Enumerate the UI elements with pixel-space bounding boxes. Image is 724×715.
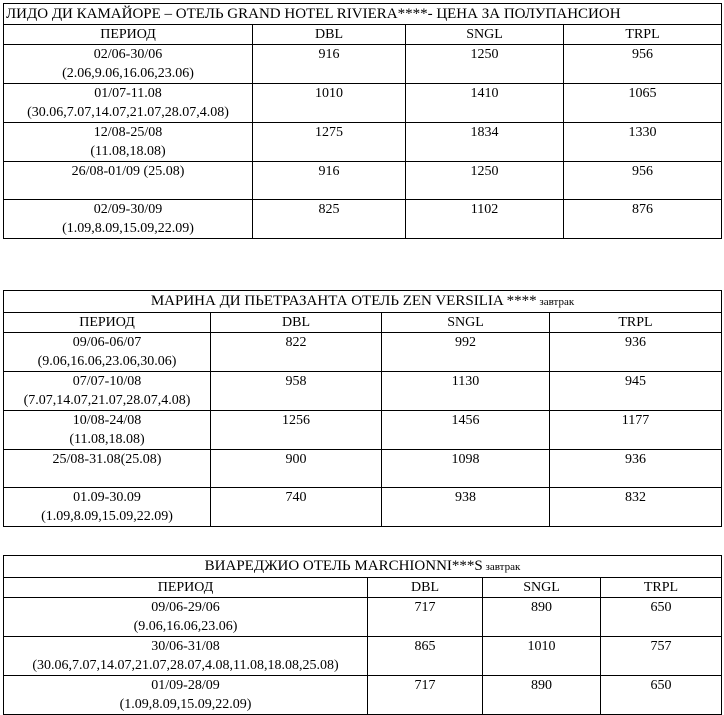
- table-row: [4, 411, 722, 450]
- period-cell: [4, 598, 368, 637]
- price-dbl: 916: [253, 162, 406, 200]
- header-row: [4, 25, 722, 45]
- period-range: 01/09-28/09: [151, 678, 220, 693]
- price-trpl: 956: [564, 45, 722, 84]
- period-cell: [4, 411, 211, 450]
- period-range: 12/08-25/08: [93, 125, 163, 140]
- period-cell: [4, 637, 368, 676]
- price-sngl: 1456: [382, 411, 550, 450]
- column-header-sngl: SNGL: [483, 578, 601, 598]
- price-dbl: 958: [211, 372, 382, 411]
- period-range: 09/06-29/06: [151, 600, 220, 615]
- price-sngl: 890: [483, 598, 601, 637]
- arrival-dates: (11.08,18.08): [90, 144, 166, 159]
- period-cell: [4, 200, 253, 239]
- period-cell: [4, 162, 253, 200]
- period-cell: [4, 372, 211, 411]
- price-trpl: 945: [550, 372, 722, 411]
- price-sngl: 890: [483, 676, 601, 715]
- price-sngl: 1250: [406, 45, 564, 84]
- arrival-dates: (30.06,7.07,14.07,21.07,28.07,4.08,11.08,18.08,25.08): [32, 658, 339, 673]
- table-row: [4, 372, 722, 411]
- price-trpl: 936: [550, 333, 722, 372]
- period-range: 26/08-01/09 (25.08): [71, 164, 185, 179]
- price-table-marchionni: [3, 555, 722, 715]
- price-sngl: 1098: [382, 450, 550, 488]
- period-range: 02/06-30/06: [93, 47, 163, 62]
- arrival-dates: (30.06,7.07,14.07,21.07,28.07,4.08): [27, 105, 229, 120]
- price-dbl: 717: [368, 676, 483, 715]
- table-row: [4, 84, 722, 123]
- price-trpl: 650: [601, 598, 722, 637]
- period-range: 02/09-30/09: [93, 202, 163, 217]
- column-header-период: ПЕРИОД: [4, 578, 368, 598]
- table-title-row: [4, 4, 722, 25]
- price-dbl: 900: [211, 450, 382, 488]
- price-trpl: 757: [601, 637, 722, 676]
- arrival-dates: (1.09,8.09,15.09,22.09): [41, 509, 173, 524]
- column-header-период: ПЕРИОД: [4, 25, 253, 45]
- arrival-dates: (2.06,9.06,16.06,23.06): [62, 66, 194, 81]
- column-header-dbl: DBL: [253, 25, 406, 45]
- price-dbl: 1256: [211, 411, 382, 450]
- price-table-grand-hotel-riviera: [3, 3, 722, 239]
- column-header-trpl: TRPL: [601, 578, 722, 598]
- column-header-период: ПЕРИОД: [4, 313, 211, 333]
- hotel-title: ЛИДО ДИ КАМАЙОРЕ – ОТЕЛЬ GRAND HOTEL RIVIERA****- ЦЕНА ЗА ПОЛУПАНСИОН: [6, 6, 621, 22]
- arrival-dates: (1.09,8.09,15.09,22.09): [119, 697, 252, 712]
- price-sngl: 992: [382, 333, 550, 372]
- price-trpl: 936: [550, 450, 722, 488]
- column-header-trpl: TRPL: [564, 25, 722, 45]
- table-row: [4, 123, 722, 162]
- table-row: [4, 200, 722, 239]
- column-header-dbl: DBL: [211, 313, 382, 333]
- table-row: [4, 333, 722, 372]
- price-dbl: 1010: [253, 84, 406, 123]
- price-dbl: 717: [368, 598, 483, 637]
- period-range: 25/08-31.08(25.08): [52, 452, 162, 467]
- header-row: [4, 578, 722, 598]
- period-range: 01.09-30.09: [73, 490, 141, 505]
- price-trpl: 1330: [564, 123, 722, 162]
- table-row: [4, 162, 722, 200]
- table-title: [4, 291, 722, 313]
- period-range: 30/06-31/08: [151, 639, 220, 654]
- table-title-row: [4, 291, 722, 313]
- period-cell: [4, 450, 211, 488]
- table-title-row: [4, 556, 722, 578]
- price-sngl: 1102: [406, 200, 564, 239]
- price-sngl: 938: [382, 488, 550, 527]
- column-header-trpl: TRPL: [550, 313, 722, 333]
- period-cell: [4, 123, 253, 162]
- period-range: 09/06-06/07: [72, 335, 142, 350]
- price-sngl: 1130: [382, 372, 550, 411]
- table-row: [4, 676, 722, 715]
- table-title: [4, 4, 722, 25]
- table-row: [4, 488, 722, 527]
- column-header-sngl: SNGL: [406, 25, 564, 45]
- price-dbl: 916: [253, 45, 406, 84]
- price-trpl: 1177: [550, 411, 722, 450]
- price-dbl: 865: [368, 637, 483, 676]
- meal-plan: завтрак: [536, 296, 575, 308]
- table-row: [4, 598, 722, 637]
- price-sngl: 1010: [483, 637, 601, 676]
- arrival-dates: (9.06,16.06,23.06): [133, 619, 238, 634]
- price-sngl: 1250: [406, 162, 564, 200]
- price-trpl: 876: [564, 200, 722, 239]
- price-dbl: 740: [211, 488, 382, 527]
- price-sngl: 1410: [406, 84, 564, 123]
- period-range: 01/07-11.08: [94, 86, 162, 101]
- table-row: [4, 450, 722, 488]
- period-range: 07/07-10/08: [72, 374, 142, 389]
- period-cell: [4, 488, 211, 527]
- price-trpl: 1065: [564, 84, 722, 123]
- price-trpl: 650: [601, 676, 722, 715]
- period-cell: [4, 45, 253, 84]
- price-dbl: 822: [211, 333, 382, 372]
- hotel-title: МАРИНА ДИ ПЬЕТРАЗАНТА ОТЕЛЬ ZEN VERSILIA ****: [150, 293, 537, 309]
- arrival-dates: (11.08,18.08): [69, 432, 145, 447]
- table-row: [4, 45, 722, 84]
- arrival-dates: (7.07,14.07,21.07,28.07,4.08): [23, 393, 191, 408]
- arrival-dates: (9.06,16.06,23.06,30.06): [37, 354, 177, 369]
- price-sngl: 1834: [406, 123, 564, 162]
- header-row: [4, 313, 722, 333]
- column-header-sngl: SNGL: [382, 313, 550, 333]
- period-cell: [4, 676, 368, 715]
- column-header-dbl: DBL: [368, 578, 483, 598]
- meal-plan: завтрак: [482, 561, 521, 573]
- price-dbl: 1275: [253, 123, 406, 162]
- hotel-title: ВИАРЕДЖИО ОТЕЛЬ MARCHIONNI***S: [204, 558, 483, 574]
- table-title: [4, 556, 722, 578]
- period-cell: [4, 84, 253, 123]
- arrival-dates: (1.09,8.09,15.09,22.09): [62, 221, 194, 236]
- table-row: [4, 637, 722, 676]
- price-table-zen-versilia: [3, 290, 722, 527]
- period-range: 10/08-24/08: [72, 413, 142, 428]
- period-cell: [4, 333, 211, 372]
- price-dbl: 825: [253, 200, 406, 239]
- price-trpl: 956: [564, 162, 722, 200]
- price-trpl: 832: [550, 488, 722, 527]
